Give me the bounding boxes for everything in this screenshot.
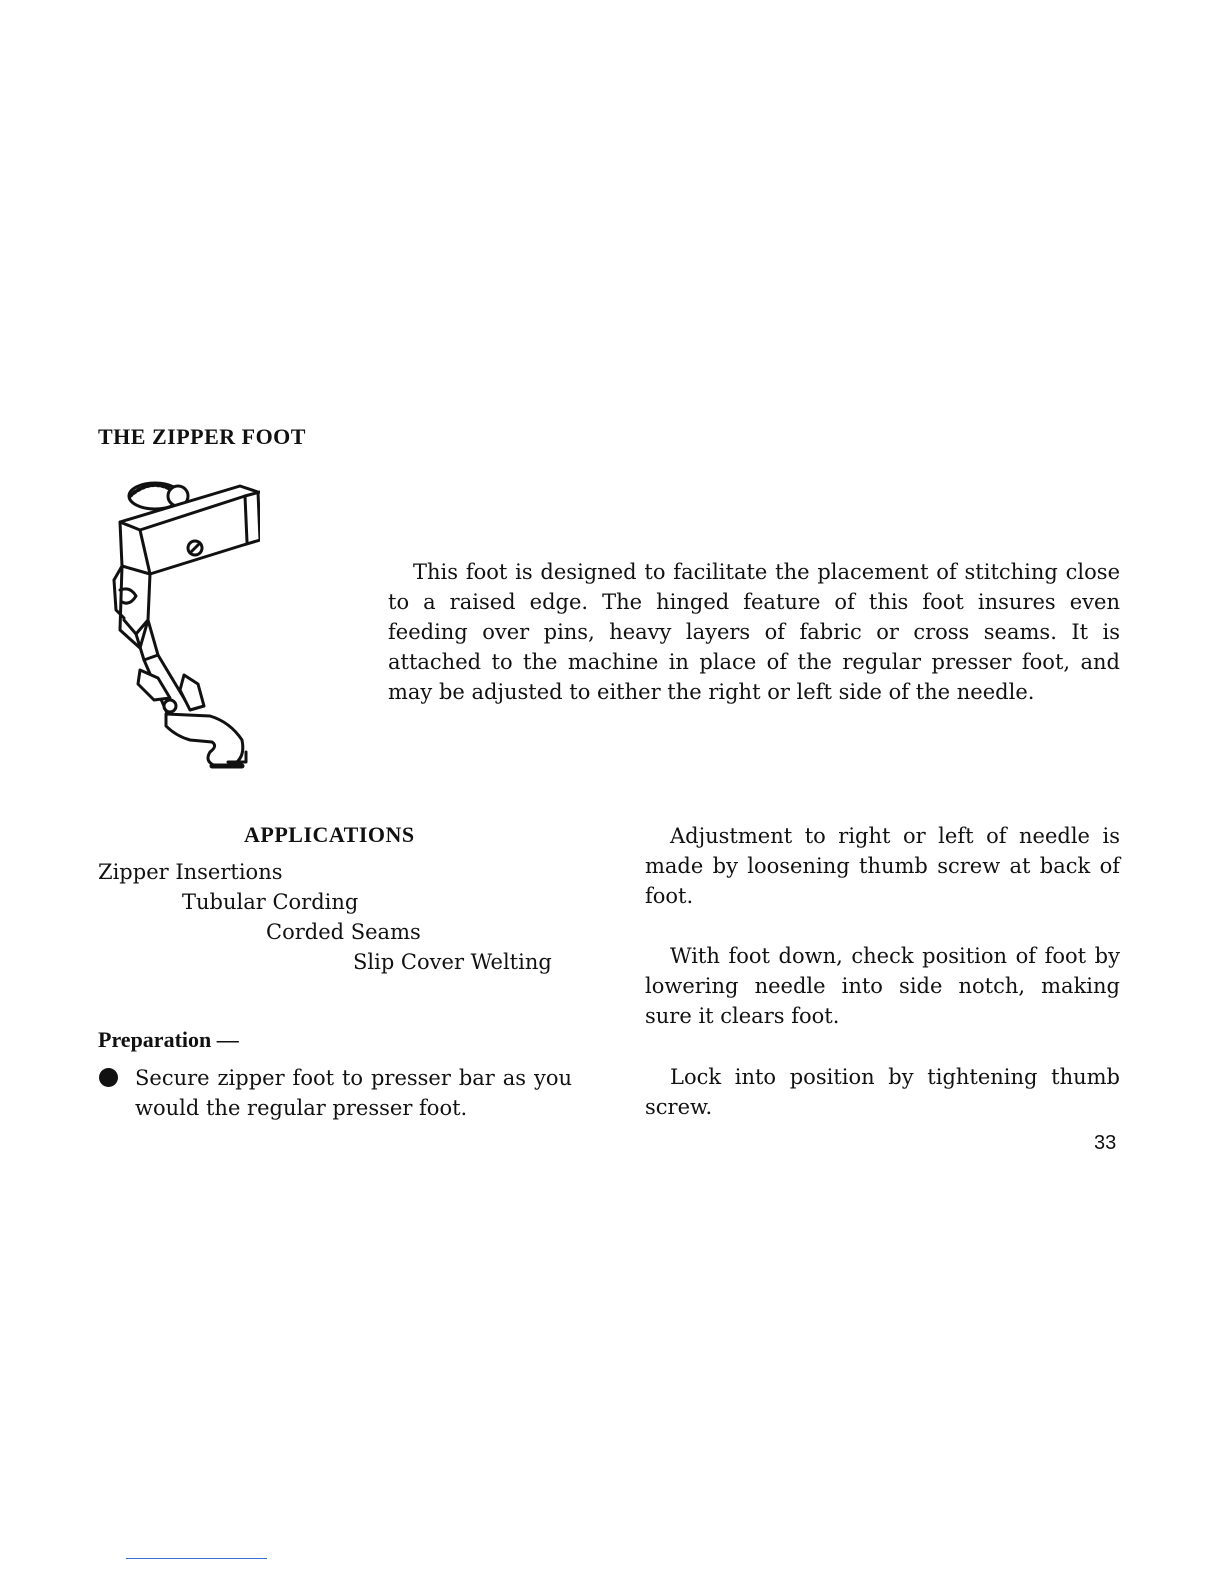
intro-text: This foot is designed to facilitate the placement of stitching close to a raised edge. The hinged feature of this foot insures even feeding over pins, heavy layers of fabric or cross seams. It is attached to the machine in place of the regular presser foot, and may be adjusted to either the right or left side of the needle.: [388, 560, 1120, 704]
position-check-paragraph: [645, 941, 1120, 1031]
applications-heading: APPLICATIONS: [244, 822, 415, 847]
lock-text: Lock into position by tightening thumb screw.: [645, 1065, 1120, 1119]
application-item: Slip Cover Welting: [353, 950, 552, 974]
preparation-step: [135, 1063, 572, 1123]
bottom-rule: [126, 1558, 267, 1559]
preparation-heading: Preparation —: [98, 1027, 239, 1052]
application-item: Corded Seams: [266, 920, 421, 944]
adjustment-paragraph: [645, 821, 1120, 911]
adjustment-text: Adjustment to right or left of needle is made by loosening thumb screw at back of foot.: [645, 824, 1120, 908]
preparation-step-text: Secure zipper foot to presser bar as you would the regular presser foot.: [135, 1066, 572, 1120]
position-check-text: With foot down, check position of foot by lowering needle into side notch, making sure it clears foot.: [645, 944, 1120, 1028]
section-title: THE ZIPPER FOOT: [98, 424, 306, 449]
bullet-icon: [99, 1068, 118, 1087]
application-item: Zipper Insertions: [98, 860, 283, 884]
application-item: Tubular Cording: [182, 890, 359, 914]
lock-paragraph: [645, 1062, 1120, 1122]
zipper-foot-drawing: [100, 470, 260, 775]
intro-paragraph: [388, 557, 1120, 707]
zipper-foot-illustration: [100, 470, 260, 775]
page-number: 33: [1094, 1132, 1117, 1154]
